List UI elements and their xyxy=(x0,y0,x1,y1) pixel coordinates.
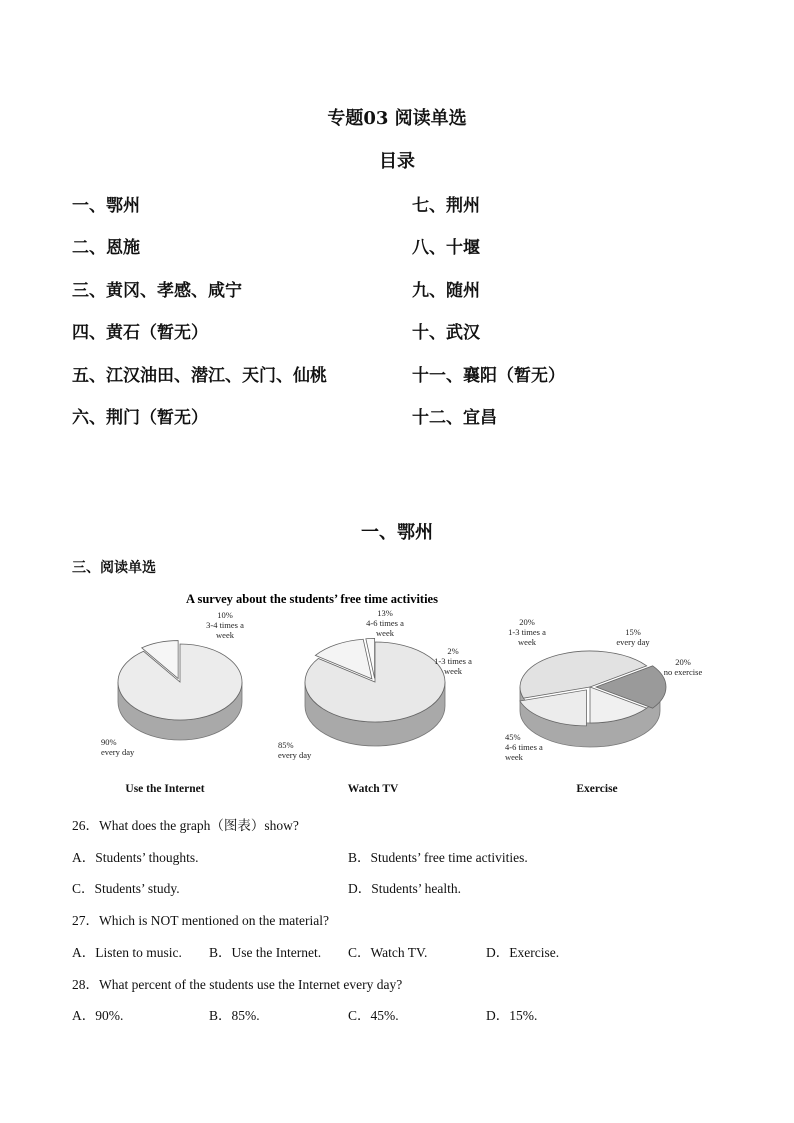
pie-label-use-the-internet-every-day: 90% every day xyxy=(101,737,135,757)
question-26-stem: 26．What does the graph（图表）show? xyxy=(72,818,299,833)
pie-label-use-the-internet-3-4-times-a-week: 10% 3-4 times a week xyxy=(206,610,244,640)
pie-label-watch-tv-4-6-times-a-week: 13% 4-6 times a week xyxy=(366,608,404,638)
question-27-stem: 27．Which is NOT mentioned on the material? xyxy=(72,913,329,928)
question-28-option-a: A．90%. xyxy=(72,1008,124,1023)
toc-item-wuhan[interactable]: 十、武汉 xyxy=(412,323,480,343)
question-27-option-b: B．Use the Internet. xyxy=(209,945,322,960)
question-27-option-c: C．Watch TV. xyxy=(348,945,428,960)
toc-heading: 目录 xyxy=(379,151,415,172)
pie-label-watch-tv-1-3-times-a-week: 2% 1-3 times a week xyxy=(434,646,472,676)
part-label: 三、阅读单选 xyxy=(72,560,156,576)
question-26-option-a: A．Students’ thoughts. xyxy=(72,850,199,865)
toc-item-huangshi[interactable]: 四、黄石（暂无） xyxy=(72,323,208,343)
toc-item-jingzhou[interactable]: 七、荆州 xyxy=(412,196,480,216)
pie-chart-use-the-internet xyxy=(101,610,244,795)
question-28-option-c: C．45%. xyxy=(348,1008,399,1023)
toc-item-ezhou[interactable]: 一、鄂州 xyxy=(72,196,140,216)
question-26-option-d: D．Students’ health. xyxy=(348,881,461,896)
toc-item-yichang[interactable]: 十二、宜昌 xyxy=(412,408,497,428)
section-heading: 一、鄂州 xyxy=(361,522,433,543)
question-27-option-a: A．Listen to music. xyxy=(72,945,182,960)
question-26-option-b: B．Students’ free time activities. xyxy=(348,850,528,865)
pie-name-use-the-internet: Use the Internet xyxy=(125,783,205,795)
toc-item-shiyan[interactable]: 八、十堰 xyxy=(412,238,480,258)
pie-name-watch-tv: Watch TV xyxy=(347,783,399,795)
question-26-option-c: C．Students’ study. xyxy=(72,881,180,896)
toc-item-jianghan[interactable]: 五、江汉油田、潜江、天门、仙桃 xyxy=(72,366,327,386)
chart-title: A survey about the students’ free time activities xyxy=(186,592,438,606)
toc-item-huanggang[interactable]: 三、黄冈、孝感、咸宁 xyxy=(72,281,242,301)
question-28-option-b: B．85%. xyxy=(209,1008,260,1023)
document-title: 专题03 阅读单选 xyxy=(327,108,467,129)
question-28-stem: 28．What percent of the students use the Internet every day? xyxy=(72,977,403,992)
pie-chart-watch-tv xyxy=(278,608,472,795)
toc-item-xiangyang[interactable]: 十一、襄阳（暂无） xyxy=(412,366,565,386)
pie-chart-exercise xyxy=(505,617,702,795)
toc-item-enshi[interactable]: 二、恩施 xyxy=(72,238,140,258)
pie-label-exercise-every-day: 15% every day xyxy=(616,627,650,647)
question-27-option-d: D．Exercise. xyxy=(486,945,560,960)
toc-item-jingmen[interactable]: 六、荆门（暂无） xyxy=(72,408,208,428)
pie-name-exercise: Exercise xyxy=(576,783,618,795)
survey-pie-charts xyxy=(85,582,703,808)
question-28-option-d: D．15%. xyxy=(486,1008,538,1023)
pie-label-watch-tv-every-day: 85% every day xyxy=(278,740,312,760)
toc-item-suizhou[interactable]: 九、随州 xyxy=(412,281,480,301)
pie-label-exercise-4-6-times-a-week: 45% 4-6 times a week xyxy=(505,732,543,762)
pie-label-exercise-1-3-times-a-week: 20% 1-3 times a week xyxy=(508,617,546,647)
pie-slice-use-the-internet-every-day xyxy=(118,644,242,720)
pie-label-exercise-no-exercise: 20% no exercise xyxy=(663,657,703,677)
